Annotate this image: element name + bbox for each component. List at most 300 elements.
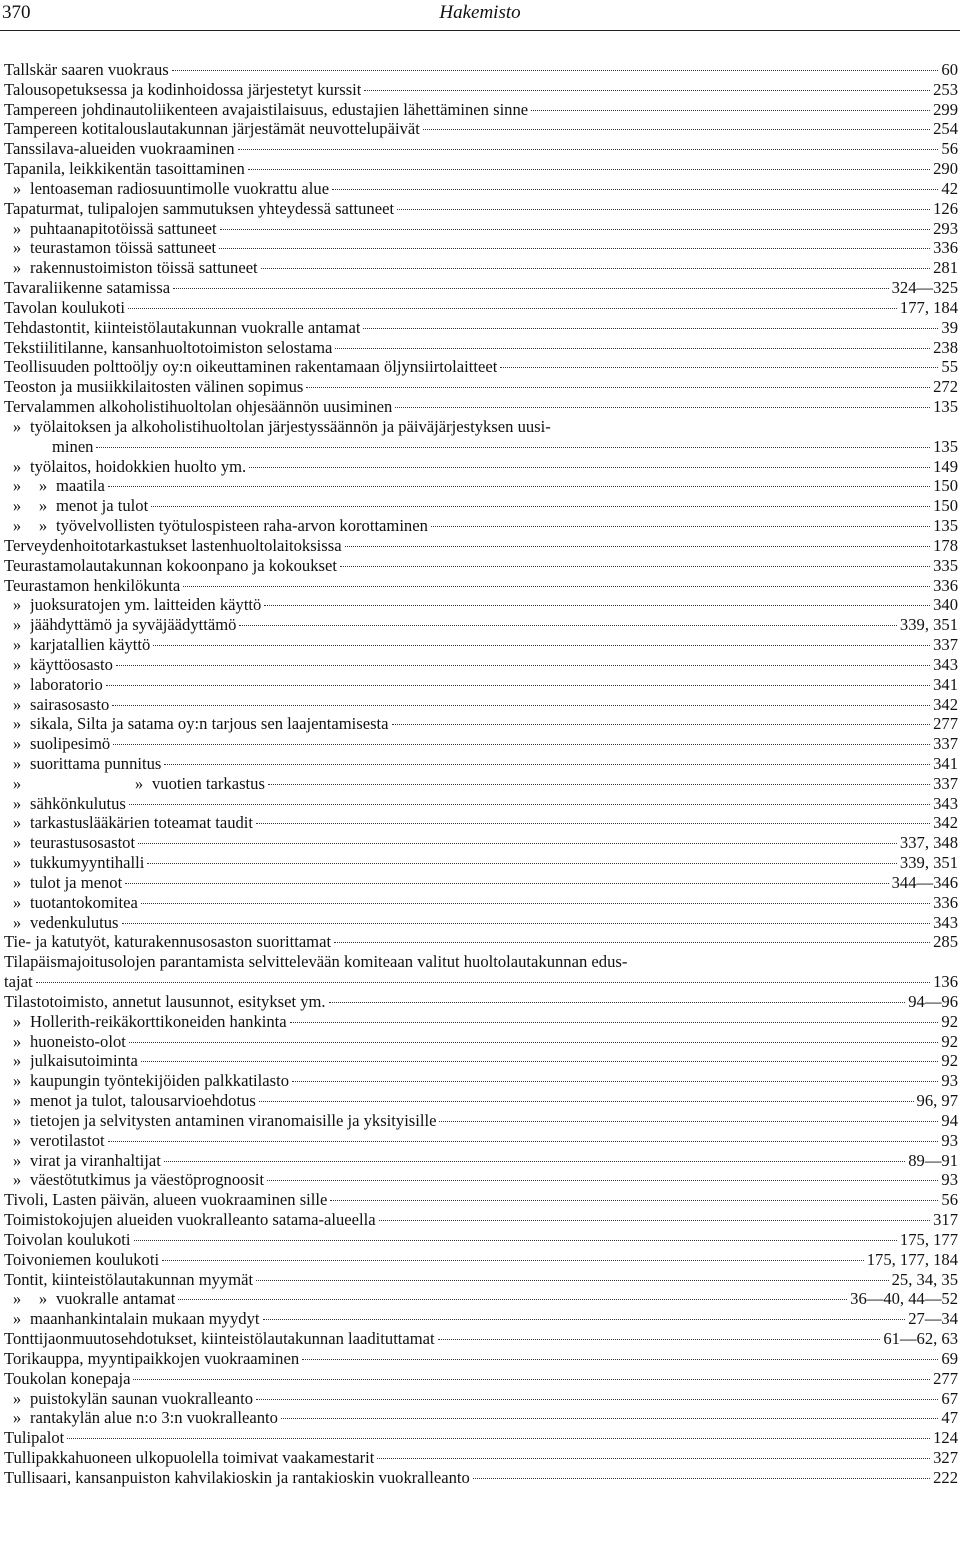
entry-page-ref: 36—40, 44—52 <box>850 1289 958 1309</box>
ditto-mark: » <box>12 1011 22 1031</box>
dot-leader <box>220 229 930 230</box>
ditto-mark: » <box>12 714 22 734</box>
entry-text: Tanssilava-alueiden vuokraaminen <box>4 139 235 159</box>
entry-text: kaupungin työntekijöiden palkkatilasto <box>30 1071 290 1091</box>
entry-page-ref: 253 <box>933 79 958 99</box>
dot-leader <box>290 1022 939 1023</box>
entry-text: Terveydenhoitotarkastukset lastenhuoltolaitoksissa <box>4 535 342 555</box>
index-entry <box>4 1329 958 1349</box>
entry-page-ref: 135 <box>933 516 958 536</box>
index-entry <box>4 536 958 556</box>
dot-leader <box>261 268 930 269</box>
dot-leader <box>256 1399 938 1400</box>
dot-leader <box>151 506 930 507</box>
entry-page-ref: 335 <box>933 555 958 575</box>
entry-page-ref: 126 <box>933 198 958 218</box>
entry-text-continuation: tajat <box>4 972 33 992</box>
entry-text: Tallskär saaren vuokraus <box>4 60 169 79</box>
index-entry <box>4 1210 958 1230</box>
index-entry <box>4 853 958 873</box>
entry-text: vuotien tarkastus <box>152 773 265 793</box>
dot-leader <box>96 447 930 448</box>
entry-text: teurastusosastot <box>30 833 136 853</box>
entry-text: Talousopetuksessa ja kodinhoidossa järjestetyt kurssit <box>4 79 362 99</box>
dot-leader <box>248 169 930 170</box>
ditto-mark: » <box>12 912 22 932</box>
dot-leader <box>335 348 930 349</box>
entry-page-ref: 324—325 <box>891 278 958 298</box>
entry-text: työlaitos, hoidokkien huolto ym. <box>30 456 247 476</box>
entry-page-ref: 340 <box>933 595 958 615</box>
dot-leader <box>259 1101 914 1102</box>
page-header <box>0 0 960 30</box>
dot-leader <box>431 526 930 527</box>
entry-page-ref: 277 <box>933 1368 958 1388</box>
entry-text: Tullisaari, kansanpuiston kahvilakioskin ja rantakioskin vuokralleanto <box>4 1467 470 1487</box>
entry-page-ref: 56 <box>941 1190 958 1210</box>
dot-leader <box>112 705 930 706</box>
dot-leader <box>306 387 930 388</box>
dot-leader <box>153 645 930 646</box>
ditto-mark: » <box>12 496 22 516</box>
entry-text: Tavaraliikenne satamissa <box>4 278 171 298</box>
entry-text: Tivoli, Lasten päivän, alueen vuokraaminen sille <box>4 1190 328 1210</box>
ditto-mark: » <box>12 1150 22 1170</box>
entry-page-ref: 27—34 <box>908 1309 958 1329</box>
entry-page-ref: 343 <box>933 793 958 813</box>
ditto-mark: » <box>12 694 22 714</box>
entry-wrapped-text <box>4 952 958 992</box>
entry-text: verotilastot <box>30 1130 105 1150</box>
entry-page-ref: 339, 351 <box>899 853 958 873</box>
entry-page-ref: 337 <box>933 773 958 793</box>
ditto-mark: » <box>12 773 22 793</box>
entry-text: Teurastamon henkilökunta <box>4 575 181 595</box>
index-entry <box>4 1230 958 1250</box>
index-entry <box>4 813 958 833</box>
entry-page-ref: 254 <box>933 119 958 139</box>
dot-leader <box>238 149 939 150</box>
dot-leader <box>178 1299 847 1300</box>
ditto-mark: » <box>12 1309 22 1329</box>
index-entry <box>4 100 958 120</box>
index-entry <box>4 1190 958 1210</box>
index-entry <box>4 516 958 536</box>
dot-leader <box>122 923 931 924</box>
entry-text: Tie- ja katutyöt, katurakennusosaston suorittamat <box>4 932 332 952</box>
entry-page-ref: 293 <box>933 218 958 238</box>
index-entry <box>4 615 958 635</box>
entry-page-ref: 299 <box>933 99 958 119</box>
dot-leader <box>67 1438 930 1439</box>
index-entry <box>4 457 958 477</box>
index-entry <box>4 873 958 893</box>
index-entry <box>4 913 958 933</box>
index-entry <box>4 179 958 199</box>
entry-page-ref: 136 <box>933 972 958 992</box>
entry-page-ref: 336 <box>933 575 958 595</box>
dot-leader <box>108 1141 939 1142</box>
entry-page-ref: 55 <box>941 357 958 377</box>
entry-text: työvelvollisten työtulospisteen raha-arvon korottaminen <box>56 516 428 536</box>
entry-text: käyttöosasto <box>30 654 113 674</box>
dot-leader <box>281 1418 939 1419</box>
entry-text: vuokralle antamat <box>56 1289 176 1309</box>
dot-leader <box>133 1379 930 1380</box>
dot-leader <box>256 823 930 824</box>
entry-text: rakennustoimiston töissä sattuneet <box>30 258 258 278</box>
entry-text: Toivoniemen koulukoti <box>4 1249 160 1269</box>
entry-page-ref: 343 <box>933 912 958 932</box>
entry-text: juoksuratojen ym. laitteiden käyttö <box>30 595 262 615</box>
ditto-mark: » <box>12 892 22 912</box>
dot-leader <box>108 486 930 487</box>
dot-leader <box>219 248 930 249</box>
index-entry <box>4 794 958 814</box>
entry-text: työlaitoksen ja alkoholistihuoltolan järjestyssäännön ja päiväjärjestyksen uusi- <box>30 416 551 436</box>
entry-page-ref: 343 <box>933 654 958 674</box>
entry-page-ref: 336 <box>933 892 958 912</box>
index-entry <box>4 318 958 338</box>
entry-page-ref: 177, 184 <box>899 297 958 317</box>
ditto-mark: » <box>12 1071 22 1091</box>
index-entry <box>4 675 958 695</box>
index-entry <box>4 1389 958 1409</box>
index-list <box>4 60 958 1488</box>
entry-page-ref: 290 <box>933 159 958 179</box>
index-entry <box>4 774 958 794</box>
ditto-mark: » <box>12 615 22 635</box>
dot-leader <box>531 110 930 111</box>
entry-text: Torikauppa, myyntipaikkojen vuokraaminen <box>4 1348 300 1368</box>
dot-leader <box>172 70 939 71</box>
dot-leader <box>239 625 896 626</box>
ditto-mark: » <box>12 1170 22 1190</box>
entry-page-ref: 175, 177, 184 <box>866 1249 958 1269</box>
ditto-mark: » <box>12 734 22 754</box>
entry-page-ref: 222 <box>933 1467 958 1487</box>
ditto-mark: » <box>134 773 144 793</box>
index-entry <box>4 635 958 655</box>
entry-text: sikala, Silta ja satama oy:n tarjous sen laajentamisesta <box>30 714 389 734</box>
entry-page-ref: 336 <box>933 238 958 258</box>
entry-page-ref: 317 <box>933 1210 958 1230</box>
entry-text: Tapanila, leikkikentän tasoittaminen <box>4 159 245 179</box>
index-entry <box>4 159 958 179</box>
index-entry <box>4 1111 958 1131</box>
ditto-mark: » <box>12 238 22 258</box>
dot-leader <box>36 982 931 983</box>
entry-text: sairasosasto <box>30 694 110 714</box>
ditto-mark: » <box>12 1091 22 1111</box>
index-entry <box>4 1468 958 1488</box>
dot-leader <box>392 724 931 725</box>
entry-page-ref: 272 <box>933 377 958 397</box>
index-entry <box>4 1408 958 1428</box>
dot-leader <box>106 685 930 686</box>
dot-leader <box>249 467 930 468</box>
dot-leader <box>334 942 930 943</box>
index-entry <box>4 1151 958 1171</box>
dot-leader <box>134 1240 897 1241</box>
entry-text: Teoston ja musiikkilaitosten välinen sopimus <box>4 377 304 397</box>
running-title: Hakemisto <box>439 2 521 23</box>
dot-leader <box>364 90 930 91</box>
entry-text: Tekstiilitilanne, kansanhuoltotoimiston selostama <box>4 337 333 357</box>
header-rule <box>0 30 960 31</box>
entry-text: tuotantokomitea <box>30 892 138 912</box>
entry-page-ref: 39 <box>941 317 958 337</box>
ditto-mark: » <box>38 1289 48 1309</box>
entry-page-ref: 344—346 <box>891 872 958 892</box>
ditto-mark: » <box>12 1051 22 1071</box>
entry-text: karjatallien käyttö <box>30 635 151 655</box>
ditto-mark: » <box>12 258 22 278</box>
entry-page-ref: 238 <box>933 337 958 357</box>
entry-page-ref: 281 <box>933 258 958 278</box>
index-entry <box>4 1428 958 1448</box>
dot-leader <box>397 209 930 210</box>
entry-page-ref: 47 <box>941 1408 958 1428</box>
entry-page-ref: 277 <box>933 714 958 734</box>
index-entry <box>4 734 958 754</box>
index-entry <box>4 1032 958 1052</box>
entry-text: Tulipalot <box>4 1428 65 1448</box>
entry-text: teurastamon töissä sattuneet <box>30 238 217 258</box>
ditto-mark: » <box>12 1031 22 1051</box>
entry-text: suorittama punnitus <box>30 754 162 773</box>
entry-page-ref: 42 <box>941 178 958 198</box>
dot-leader <box>268 784 930 785</box>
entry-page-ref: 93 <box>941 1071 958 1091</box>
entry-page-ref: 61—62, 63 <box>883 1329 958 1349</box>
entry-wrapped-text <box>30 417 958 457</box>
ditto-mark: » <box>12 476 22 496</box>
entry-text-continuation: minen <box>52 436 94 456</box>
entry-text-continuation-line <box>4 972 958 992</box>
index-entry <box>4 1309 958 1329</box>
index-entry <box>4 992 958 1012</box>
index-entry <box>4 119 958 139</box>
entry-text: lentoaseman radiosuuntimolle vuokrattu alue <box>30 178 330 198</box>
entry-page-ref: 327 <box>933 1448 958 1467</box>
entry-page-ref: 92 <box>941 1031 958 1051</box>
ditto-mark: » <box>12 416 22 436</box>
entry-text: vedenkulutus <box>30 912 119 932</box>
dot-leader <box>439 1121 938 1122</box>
entry-page-ref: 341 <box>933 754 958 773</box>
index-entry <box>4 1131 958 1151</box>
dot-leader <box>292 1081 938 1082</box>
dot-leader <box>116 665 930 666</box>
entry-page-ref: 150 <box>933 476 958 496</box>
ditto-mark: » <box>12 1289 22 1309</box>
entry-page-ref: 337 <box>933 635 958 655</box>
entry-page-ref: 150 <box>933 496 958 516</box>
dot-leader <box>332 189 938 190</box>
index-entry <box>4 1051 958 1071</box>
index-entry <box>4 278 958 298</box>
index-entry <box>4 258 958 278</box>
index-entry <box>4 1448 958 1468</box>
entry-text: sähkönkulutus <box>30 793 126 813</box>
dot-leader <box>438 1339 881 1340</box>
entry-page-ref: 96, 97 <box>916 1091 958 1111</box>
dot-leader <box>377 1458 930 1459</box>
dot-leader <box>267 1180 938 1181</box>
dot-leader <box>129 1042 939 1043</box>
entry-text: Tonttijaonmuutosehdotukset, kiinteistölautakunnan laadituttamat <box>4 1329 435 1349</box>
dot-leader <box>147 863 897 864</box>
page-number: 370 <box>2 2 31 23</box>
ditto-mark: » <box>12 654 22 674</box>
dot-leader <box>256 1280 889 1281</box>
index-entry <box>4 219 958 239</box>
entry-page-ref: 94 <box>941 1110 958 1130</box>
dot-leader <box>129 804 930 805</box>
entry-text: Toukolan konepaja <box>4 1368 131 1388</box>
entry-text: Tilapäismajoitusolojen parantamista selvittelevään komiteaan valitut huoltolautakunnan edus- <box>4 952 628 972</box>
entry-page-ref: 149 <box>933 456 958 476</box>
dot-leader <box>330 1200 938 1201</box>
ditto-mark: » <box>12 456 22 476</box>
entry-page-ref: 337, 348 <box>899 833 958 853</box>
dot-leader <box>345 546 931 547</box>
entry-text: väestötutkimus ja väestöprognoosit <box>30 1170 265 1190</box>
entry-text: tarkastuslääkärien toteamat taudit <box>30 813 254 833</box>
entry-text: Tampereen johdinautoliikenteen avajaistilaisuus, edustajien lähettäminen sinne <box>4 99 529 119</box>
entry-text: maanhankintalain mukaan myydyt <box>30 1309 260 1329</box>
index-entry <box>4 377 958 397</box>
index-entry <box>4 655 958 675</box>
entry-text: menot ja tulot, talousarvioehdotus <box>30 1091 256 1111</box>
ditto-mark: » <box>12 853 22 873</box>
dot-leader <box>125 883 888 884</box>
index-entry <box>4 496 958 516</box>
entry-page-ref: 285 <box>933 932 958 952</box>
index-entry <box>4 833 958 853</box>
entry-text: Hollerith-reikäkorttikoneiden hankinta <box>30 1011 287 1031</box>
dot-leader <box>395 407 930 408</box>
index-entry <box>4 238 958 258</box>
index-entry <box>4 595 958 615</box>
dot-leader <box>500 367 938 368</box>
entry-page-ref: 178 <box>933 535 958 555</box>
index-entry <box>4 556 958 576</box>
entry-page-ref: 93 <box>941 1130 958 1150</box>
entry-text: jäähdyttämö ja syväjäädyttämö <box>30 615 237 635</box>
entry-text: Tullipakkahuoneen ulkopuolella toimivat vaakamestarit <box>4 1448 375 1467</box>
ditto-mark: » <box>12 813 22 833</box>
entry-text: tietojen ja selvitysten antaminen viranomaisille ja yksityisille <box>30 1110 437 1130</box>
entry-text: Tontit, kiinteistölautakunnan myymät <box>4 1269 254 1289</box>
ditto-mark: » <box>12 1130 22 1150</box>
entry-text: Tervalammen alkoholistihuoltolan ohjesäännön uusiminen <box>4 397 393 417</box>
entry-text: suolipesimö <box>30 734 111 754</box>
index-entry <box>4 754 958 774</box>
entry-text-continuation-line <box>30 437 958 457</box>
index-entry <box>4 397 958 417</box>
dot-leader <box>138 843 897 844</box>
ditto-mark: » <box>12 833 22 853</box>
index-entry <box>4 60 958 80</box>
index-entry <box>4 199 958 219</box>
entry-text: Tilastotoimisto, annetut lausunnot, esitykset ym. <box>4 991 326 1011</box>
index-entry <box>4 338 958 358</box>
dot-leader <box>162 1260 864 1261</box>
entry-page-ref: 342 <box>933 813 958 833</box>
ditto-mark: » <box>12 1388 22 1408</box>
entry-page-ref: 175, 177 <box>899 1229 958 1249</box>
index-entry <box>4 357 958 377</box>
index-entry <box>4 1289 958 1309</box>
ditto-mark: » <box>12 178 22 198</box>
entry-page-ref: 339, 351 <box>899 615 958 635</box>
dot-leader <box>379 1220 931 1221</box>
entry-page-ref: 92 <box>941 1011 958 1031</box>
entry-text: Toivolan koulukoti <box>4 1229 131 1249</box>
dot-leader <box>264 605 930 606</box>
index-entry <box>4 1349 958 1369</box>
dot-leader <box>141 1061 939 1062</box>
entry-page-ref: 94—96 <box>908 991 958 1011</box>
entry-page-ref: 342 <box>933 694 958 714</box>
index-entry <box>4 80 958 100</box>
index-entry <box>4 1250 958 1270</box>
entry-text: menot ja tulot <box>56 496 149 516</box>
index-entry <box>4 139 958 159</box>
index-entry <box>4 1270 958 1290</box>
entry-text: huoneisto-olot <box>30 1031 126 1051</box>
dot-leader <box>363 328 938 329</box>
index-entry <box>4 893 958 913</box>
entry-page-ref: 67 <box>941 1388 958 1408</box>
index-entry <box>4 1012 958 1032</box>
entry-text: julkaisutoiminta <box>30 1051 138 1071</box>
index-entry <box>4 476 958 496</box>
entry-text: Tapaturmat, tulipalojen sammutuksen yhteydessä sattuneet <box>4 198 395 218</box>
index-entry <box>4 1071 958 1091</box>
index-entry <box>4 714 958 734</box>
entry-text: Tavolan koulukoti <box>4 297 125 317</box>
entry-text: Teurastamolautakunnan kokoonpano ja kokoukset <box>4 555 337 575</box>
ditto-mark: » <box>12 793 22 813</box>
entry-text: laboratorio <box>30 674 103 694</box>
index-entry <box>4 1091 958 1111</box>
ditto-mark: » <box>12 218 22 238</box>
index-entry <box>4 1170 958 1190</box>
entry-page-ref: 25, 34, 35 <box>891 1269 958 1289</box>
entry-text: virat ja viranhaltijat <box>30 1150 161 1170</box>
entry-page-ref: 337 <box>933 734 958 754</box>
dot-leader <box>473 1478 930 1479</box>
ditto-mark: » <box>12 516 22 536</box>
entry-page-ref: 135 <box>933 397 958 417</box>
entry-text: tukkumyyntihalli <box>30 853 145 873</box>
dot-leader <box>141 903 930 904</box>
entry-text: tulot ja menot <box>30 872 123 892</box>
dot-leader <box>183 586 930 587</box>
index-entry <box>4 695 958 715</box>
dot-leader <box>128 308 897 309</box>
ditto-mark: » <box>38 496 48 516</box>
ditto-mark: » <box>12 754 22 773</box>
dot-leader <box>302 1359 938 1360</box>
dot-leader <box>173 288 889 289</box>
entry-text: Tehdastontit, kiinteistölautakunnan vuokralle antamat <box>4 317 361 337</box>
index-entry <box>4 417 958 457</box>
entry-page-ref: 341 <box>933 674 958 694</box>
